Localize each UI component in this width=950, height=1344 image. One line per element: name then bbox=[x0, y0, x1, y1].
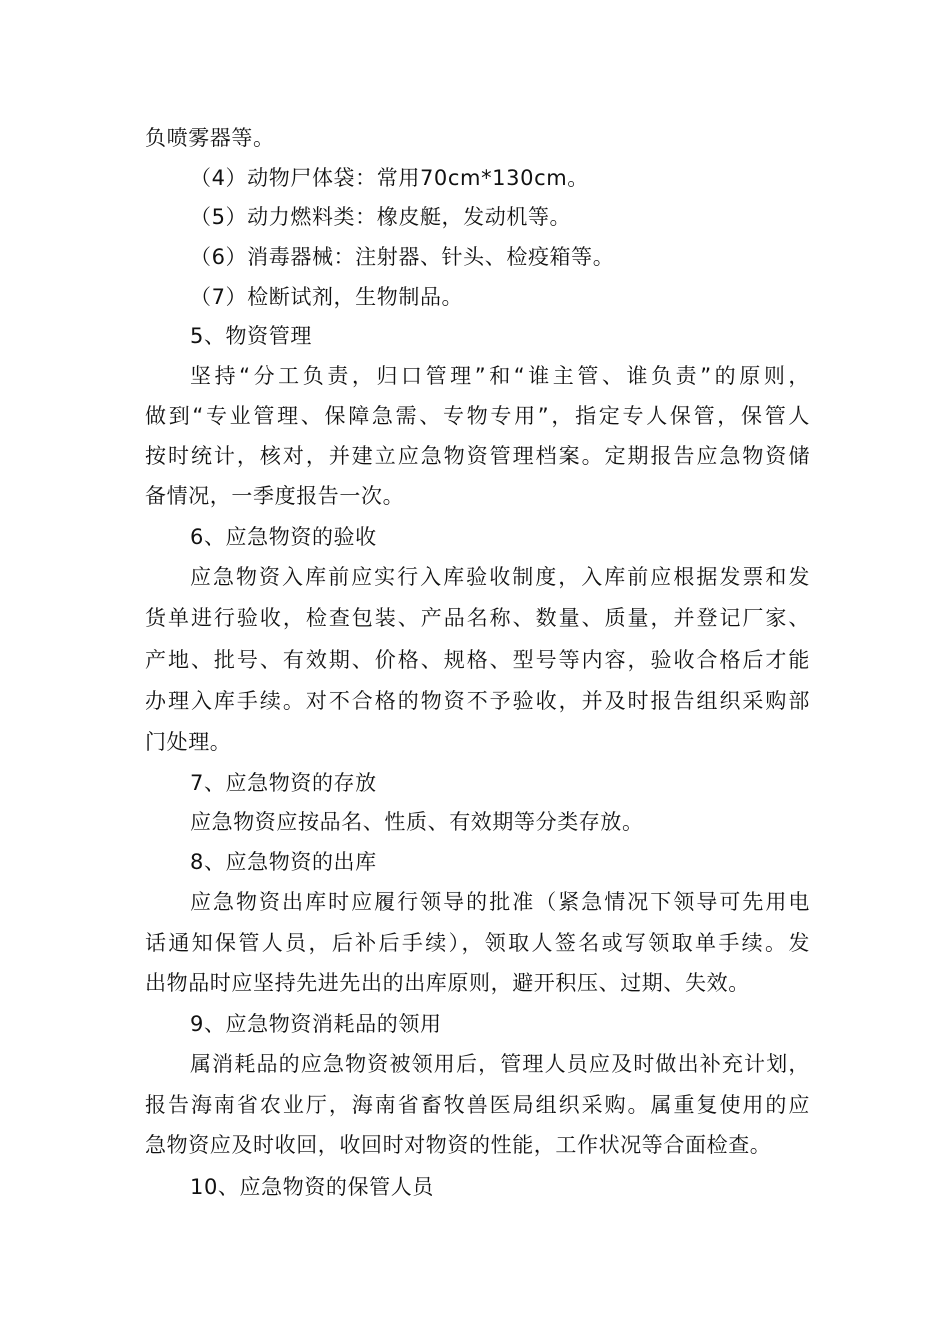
section-heading-7: 7、应急物资的存放 bbox=[190, 771, 377, 795]
paragraph-line: 产地、批号、有效期、价格、规格、型号等内容，验收合格后才能 bbox=[145, 648, 810, 672]
paragraph-line: 货单进行验收，检查包装、产品名称、数量、质量，并登记厂家、 bbox=[145, 606, 810, 630]
paragraph-line: 门处理。 bbox=[145, 730, 232, 754]
list-item-4: （4）动物尸体袋：常用70cm*130cm。 bbox=[190, 166, 589, 190]
section-heading-6: 6、应急物资的验收 bbox=[190, 525, 377, 549]
list-item-6: （6）消毒器械：注射器、针头、检疫箱等。 bbox=[190, 245, 615, 269]
paragraph-line: 属消耗品的应急物资被领用后，管理人员应及时做出补充计划， bbox=[190, 1052, 810, 1076]
paragraph-line: 办理入库手续。对不合格的物资不予验收，并及时报告组织采购部 bbox=[145, 689, 810, 713]
paragraph-line: 应急物资入库前应实行入库验收制度，入库前应根据发票和发 bbox=[190, 565, 810, 589]
paragraph-line: 备情况，一季度报告一次。 bbox=[145, 484, 405, 508]
list-item-5: （5）动力燃料类：橡皮艇，发动机等。 bbox=[190, 205, 572, 229]
section-heading-8: 8、应急物资的出库 bbox=[190, 850, 377, 874]
paragraph-line: 出物品时应坚持先进先出的出库原则，避开积压、过期、失效。 bbox=[145, 971, 750, 995]
paragraph-line: 急物资应及时收回，收回时对物资的性能，工作状况等合面检查。 bbox=[145, 1133, 772, 1157]
section-heading-5: 5、物资管理 bbox=[190, 324, 312, 348]
paragraph-line: 做到“专业管理、保障急需、专物专用”，指定专人保管，保管人 bbox=[145, 404, 810, 428]
section-heading-10: 10、应急物资的保管人员 bbox=[190, 1175, 434, 1199]
paragraph-line: 按时统计，核对，并建立应急物资管理档案。定期报告应急物资储 bbox=[145, 444, 810, 468]
text-line-continuation: 负喷雾器等。 bbox=[145, 126, 275, 150]
paragraph-line: 话通知保管人员，后补后手续），领取人签名或写领取单手续。发 bbox=[145, 931, 810, 955]
paragraph-line: 报告海南省农业厅，海南省畜牧兽医局组织采购。属重复使用的应 bbox=[145, 1093, 810, 1117]
paragraph-line: 应急物资出库时应履行领导的批准（紧急情况下领导可先用电 bbox=[190, 890, 810, 914]
paragraph-line: 应急物资应按品名、性质、有效期等分类存放。 bbox=[190, 810, 644, 834]
section-heading-9: 9、应急物资消耗品的领用 bbox=[190, 1012, 442, 1036]
list-item-7: （7）检断试剂，生物制品。 bbox=[190, 285, 464, 309]
paragraph-line: 坚持“分工负责，归口管理”和“谁主管、谁负责”的原则， bbox=[190, 364, 810, 388]
